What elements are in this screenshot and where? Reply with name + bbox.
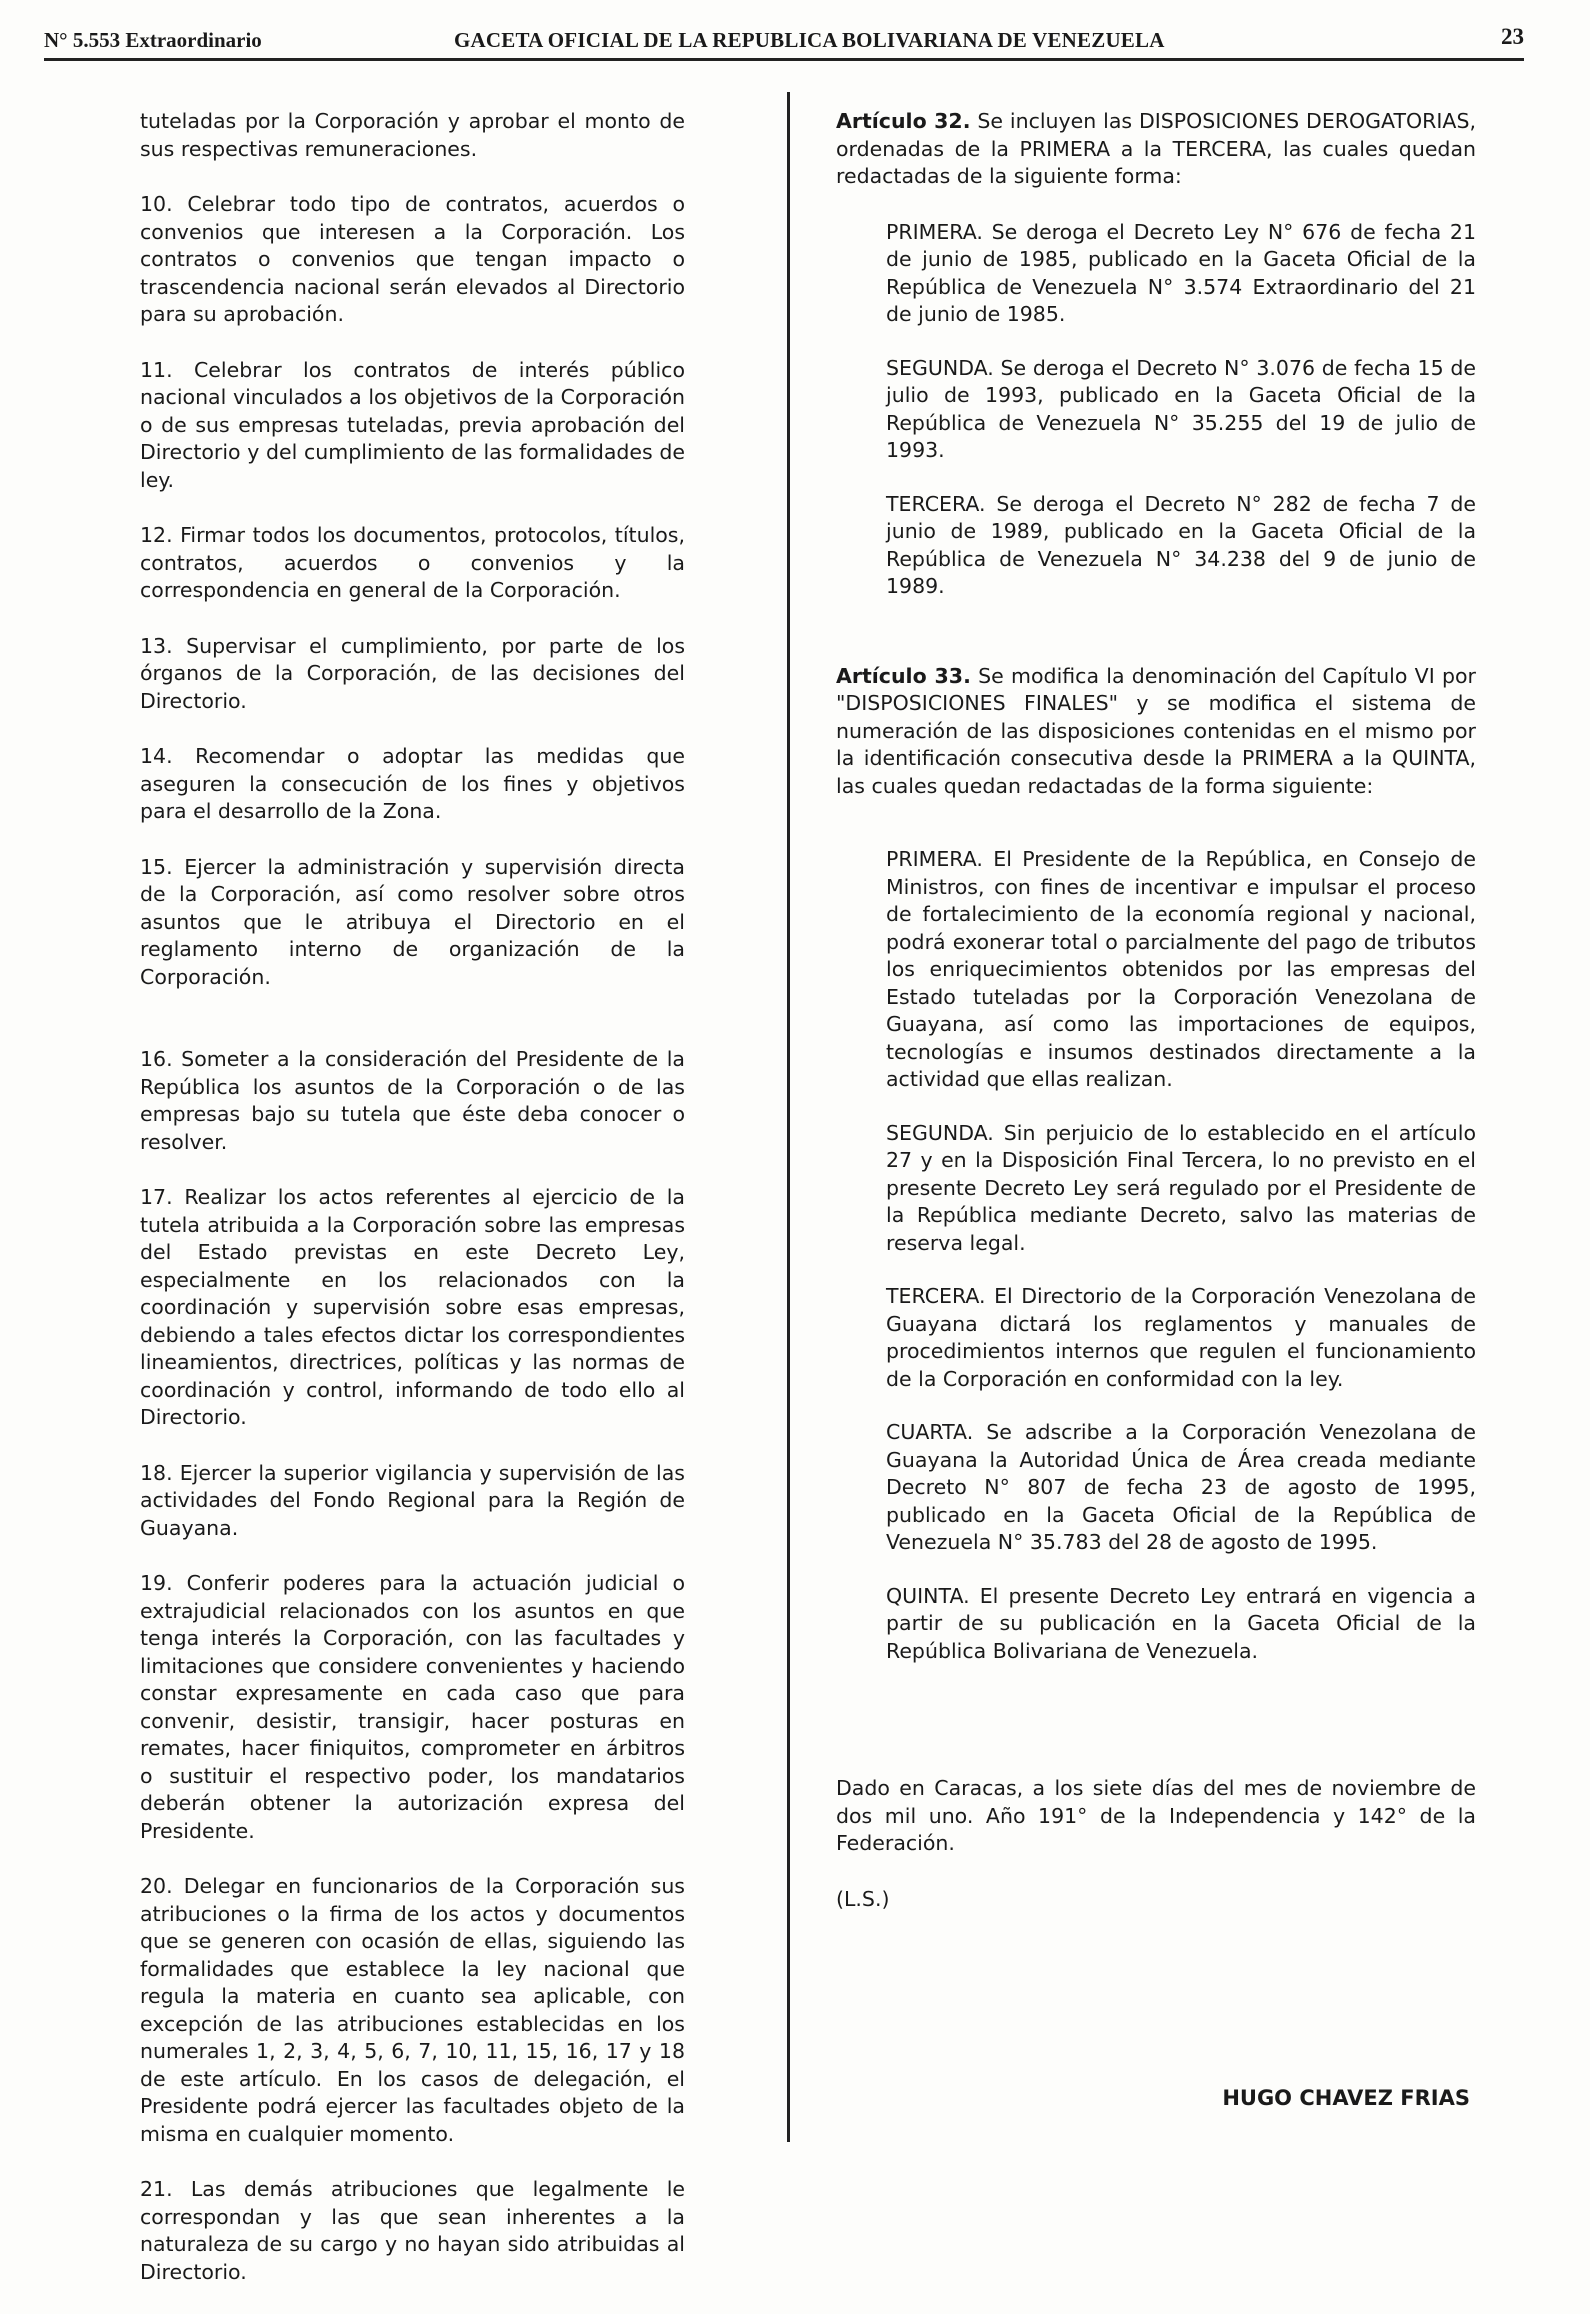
issue-number: N° 5.553 Extraordinario: [44, 28, 262, 52]
attribution-14: 14. Recomendar o adoptar las medidas que aseguren la consecución de los fines y objetivos para el desarrollo de la Zona.: [140, 744, 685, 823]
final-quinta: QUINTA. El presente Decreto Ley entrará en vigencia a partir de su publicación en la Gaceta Oficial de la República Bolivariana de Venezuela.: [886, 1583, 1476, 1663]
article-33: [836, 663, 1476, 801]
attribution-11: 11. Celebrar los contratos de interés público nacional vinculados a los objetivos de la Corporación o de sus empresas tuteladas, previa aprobación del Directorio y del cumplimiento de las formalidades de ley.: [140, 357, 685, 492]
attribution-21: 21. Las demás atribuciones que legalmente le correspondan y las que sean inherentes a la naturaleza de su cargo y no hayan sido atribuidas al Directorio.: [140, 2177, 685, 2284]
paragraph-continuation: tuteladas por la Corporación y aprobar el monto de sus respectivas remuneraciones.: [140, 109, 685, 161]
article-33-text: Se modifica la denominación del Capítulo VI por "DISPOSICIONES FINALES" y se modifica el sistema de numeración de las disposiciones contenidas en el mismo por la identificación consecutiva desde la PRIMERA a la QUINTA, las cuales quedan redactadas de la forma siguiente:: [836, 663, 1476, 798]
left-column: [140, 108, 685, 2314]
signature-name: HUGO CHAVEZ FRIAS: [1222, 2086, 1470, 2110]
attribution-16: 16. Someter a la consideración del Presidente de la República los asuntos de la Corporación o de las empresas bajo su tutela que éste deba conocer o resolver.: [140, 1047, 685, 1154]
final-cuarta: CUARTA. Se adscribe a la Corporación Venezolana de Guayana la Autoridad Única de Área creada mediante Decreto N° 807 de fecha 23 de agosto de 1995, publicado en la Gaceta Oficial de la República de Venezuela N° 35.783 del 28 de agosto de 1995.: [886, 1420, 1476, 1554]
column-divider: [787, 92, 790, 2142]
attribution-18: 18. Ejercer la superior vigilancia y supervisión de las actividades del Fondo Regional para la Región de Guayana.: [140, 1460, 685, 1540]
attribution-19: 19. Conferir poderes para la actuación judicial o extrajudicial relacionados con los asuntos en que tenga interés la Corporación, con las facultades y limitaciones que considere convenientes y haciendo constar expresamente en cada caso que para convenir, desistir, transigir, hacer posturas en remates, hacer finiquitos, comprometer en árbitros o sustituir el respectivo poder, los mandatarios deberán obtener la autorización expresa del Presidente.: [140, 1571, 685, 1843]
gazette-title: GACETA OFICIAL DE LA REPUBLICA BOLIVARIANA DE VENEZUELA: [454, 28, 1165, 52]
attribution-10: 10. Celebrar todo tipo de contratos, acuerdos o convenios que interesen a la Corporación. Los contratos o convenios que tengan impacto o trascendencia nacional serán elevados al Directorio para su aprobación.: [140, 192, 685, 326]
article-32: [836, 108, 1476, 191]
attribution-15: 15. Ejercer la administración y supervisión directa de la Corporación, así como resolver sobre otros asuntos que le atribuya el Directorio en el reglamento interno de organización de la Corporación.: [140, 854, 685, 989]
final-primera: PRIMERA. El Presidente de la República, en Consejo de Ministros, con fines de incentivar e impulsar el proceso de fortalecimiento de la economía regional y nacional, podrá exonerar total o parcialmente del pago de tributos los enriquecimientos obtenidos por las empresas del Estado tuteladas por la Corporación Venezolana de Guayana, así como las importaciones de equipos, tecnologías e insumos destinados directamente a la actividad que ellas realizan.: [886, 847, 1476, 1091]
ls-mark: (L.S.): [836, 1886, 890, 1911]
derogatory-segunda: SEGUNDA. Se deroga el Decreto N° 3.076 de fecha 15 de julio de 1993, publicado en la Gaceta Oficial de la República de Venezuela N° 35.255 del 19 de julio de 1993.: [886, 355, 1476, 462]
attribution-13: 13. Supervisar el cumplimiento, por parte de los órganos de la Corporación, de las decisiones del Directorio.: [140, 633, 685, 713]
article-32-label: Artículo 32.: [836, 109, 971, 133]
final-segunda: SEGUNDA. Sin perjuicio de lo establecido en el artículo 27 y en la Disposición Final Tercera, lo no previsto en el presente Decreto Ley será regulado por el Presidente de la República mediante Decreto, salvo las materias de reserva legal.: [886, 1120, 1476, 1255]
derogatory-primera: PRIMERA. Se deroga el Decreto Ley N° 676 de fecha 21 de junio de 1985, publicado en la Gaceta Oficial de la República de Venezuela N° 3.574 Extraordinario del 21 de junio de 1985.: [886, 219, 1476, 326]
attribution-17: 17. Realizar los actos referentes al ejercicio de la tutela atribuida a la Corporación sobre las empresas del Estado previstas en este Decreto Ley, especialmente en los relacionados con la coordinación y supervisión sobre esas empresas, debiendo a tales efectos dictar los correspondientes lineamientos, directrices, políticas y las normas de coordinación y control, informando de todo ello al Directorio.: [140, 1185, 685, 1429]
article-32-text: Se incluyen las DISPOSICIONES DEROGATORIAS, ordenadas de la PRIMERA a la TERCERA, las cuales quedan redactadas de la siguiente forma:: [836, 109, 1476, 188]
article-33-label: Artículo 33.: [836, 663, 971, 688]
gazette-header: [44, 24, 1524, 61]
attribution-12: 12. Firmar todos los documentos, protocolos, títulos, contratos, acuerdos o convenios y la correspondencia en general de la Corporación.: [140, 523, 685, 602]
final-tercera: TERCERA. El Directorio de la Corporación Venezolana de Guayana dictará los reglamentos y manuales de procedimientos internos que regulen el funcionamiento de la Corporación en conformidad con la ley.: [886, 1284, 1476, 1391]
right-column: [836, 108, 1476, 1941]
attribution-20: 20. Delegar en funcionarios de la Corporación sus atribuciones o la firma de los actos y documentos que se generen con ocasión de ellas, siguiendo las formalidades que establece la ley nacional que regula la materia en cuanto sea aplicable, con excepción de las atribuciones establecidas en los numerales 1, 2, 3, 4, 5, 6, 7, 10, 11, 15, 16, 17 y 18 de este artículo. En los casos de delegación, el Presidente podrá ejercer las facultades objeto de la misma en cualquier momento.: [140, 1874, 685, 2146]
dado-en-caracas: Dado en Caracas, a los siete días del mes de noviembre de dos mil uno. Año 191° de la Independencia y 142° de la Federación.: [836, 1776, 1476, 1855]
derogatory-tercera: TERCERA. Se deroga el Decreto N° 282 de fecha 7 de junio de 1989, publicado en la Gaceta Oficial de la República de Venezuela N° 34.238 del 9 de junio de 1989.: [886, 491, 1476, 598]
page-number: 23: [1501, 24, 1524, 49]
